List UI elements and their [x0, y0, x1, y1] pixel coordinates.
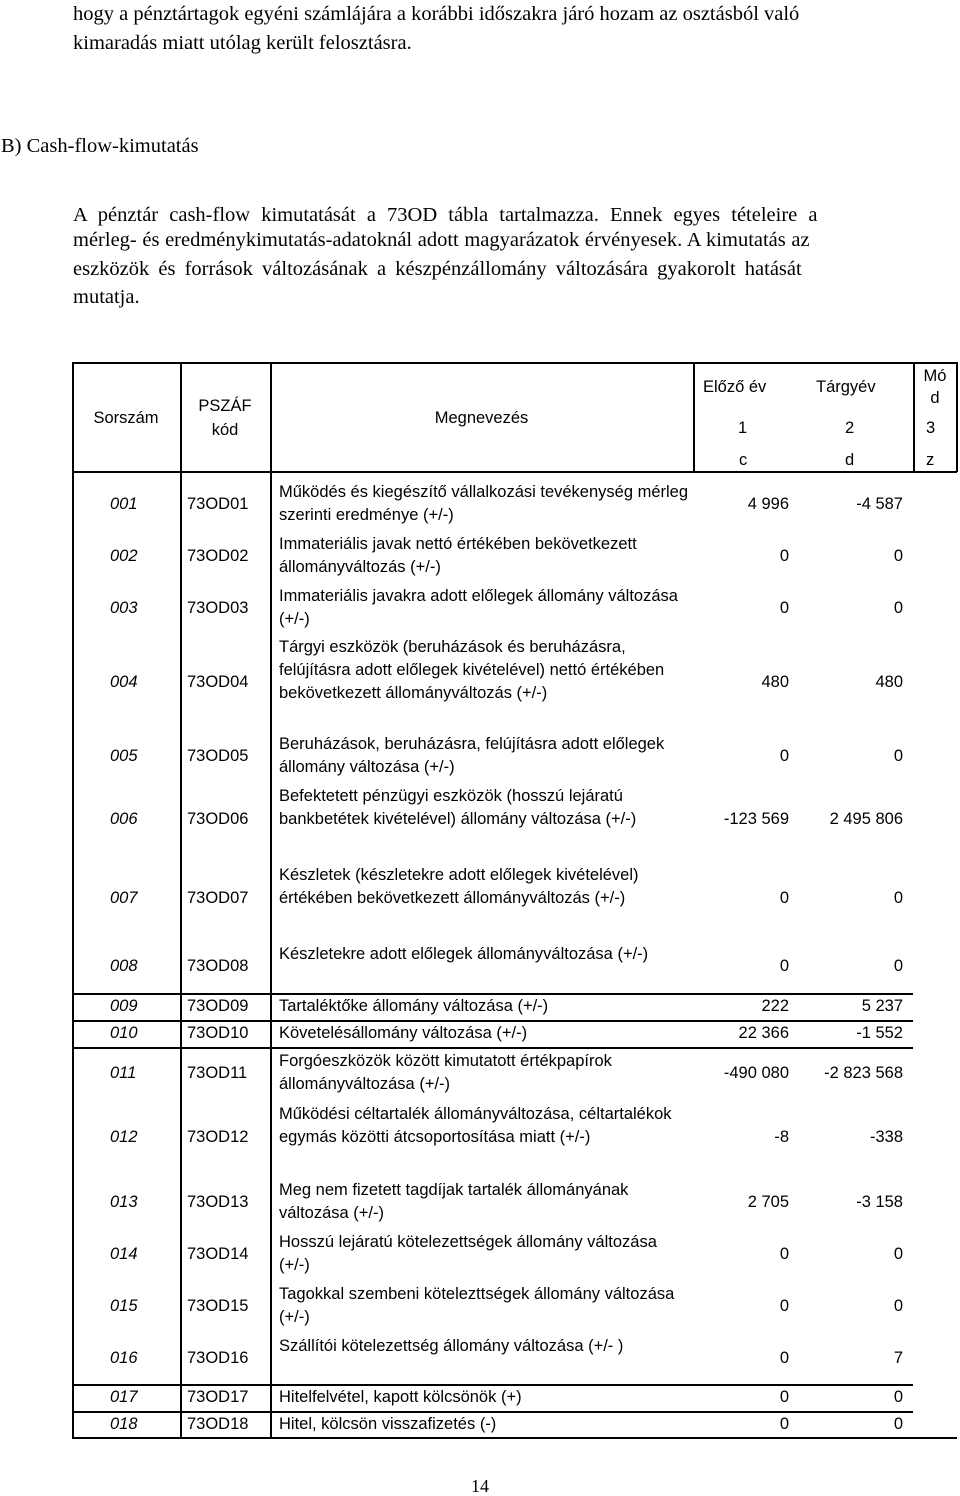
- row-description: Hosszú lejáratú kötelezettségek állomány változása (+/-): [279, 1233, 657, 1274]
- row-current-year: 0: [893, 746, 903, 765]
- row-description: Szállítói kötelezettség állomány változása (+/- ): [279, 1337, 624, 1355]
- header-megnevezes: Megnevezés: [434, 409, 529, 427]
- row-previous-year: 0: [779, 546, 789, 565]
- row-code: 73OD05: [187, 746, 249, 765]
- row-description: Forgóeszközök között kimutatott értékpapírok állományváltozása (+/-): [279, 1052, 612, 1093]
- row-current-year: 0: [893, 598, 903, 617]
- row-current-year: 480: [875, 672, 903, 691]
- page-number: 14: [471, 1476, 489, 1496]
- row-current-year: -3 158: [856, 1192, 903, 1211]
- row-description: Meg nem fizetett tagdíjak tartalék állományának változása (+/-): [279, 1181, 629, 1222]
- paragraph-line-1: A pénztár cash-flow kimutatását a 73OD tábla tartalmazza. Ennek egyes tételeire a: [73, 204, 818, 226]
- row-number: 010: [110, 1024, 138, 1042]
- row-number: 017: [110, 1388, 138, 1406]
- row-description: Beruházások, beruházásra, felújításra adott előlegek állomány változása (+/-): [279, 735, 665, 776]
- intro-line-2: kimaradás miatt utólag került felosztásra.: [73, 32, 412, 54]
- header-letter-z: z: [926, 451, 935, 469]
- row-previous-year: 0: [779, 1244, 789, 1263]
- row-previous-year: 0: [779, 598, 789, 617]
- row-number: 011: [110, 1063, 137, 1082]
- header-letter-c: c: [739, 451, 748, 469]
- row-previous-year: 480: [761, 672, 789, 691]
- row-previous-year: 0: [779, 1388, 789, 1406]
- row-code: 73OD07: [187, 888, 249, 907]
- row-description: Tartaléktőke állomány változása (+/-): [279, 997, 549, 1015]
- row-current-year: 0: [893, 1388, 903, 1406]
- row-description: Működési céltartalék állományváltozása, céltartalékok egymás közötti átcsoportosítása miatt (+/-): [279, 1105, 672, 1146]
- row-number: 009: [110, 997, 138, 1015]
- row-previous-year: 4 996: [747, 494, 789, 513]
- row-number: 014: [110, 1244, 138, 1263]
- row-previous-year: 0: [779, 1415, 789, 1433]
- row-previous-year: -123 569: [723, 810, 789, 828]
- header-elozo-ev: Előző év: [703, 378, 767, 396]
- row-code: 73OD17: [187, 1388, 249, 1406]
- row-number: 001: [110, 494, 138, 513]
- row-current-year: -2 823 568: [824, 1063, 903, 1082]
- row-previous-year: 22 366: [738, 1024, 789, 1042]
- cash-flow-table: [72, 362, 957, 1439]
- row-code: 73OD06: [187, 810, 249, 828]
- row-current-year: 7: [893, 1348, 903, 1367]
- row-description: Készletekre adott előlegek állományváltozása (+/-): [279, 945, 649, 963]
- row-previous-year: 0: [779, 956, 789, 975]
- header-num-2: 2: [845, 419, 855, 437]
- row-description: Immateriális javak nettó értékében bekövetkezett állományváltozás (+/-): [279, 535, 637, 576]
- row-code: 73OD03: [187, 598, 249, 617]
- row-current-year: -1 552: [856, 1024, 903, 1042]
- table-left-border: [72, 362, 74, 1439]
- row-description: Immateriális javakra adott előlegek állomány változása (+/-): [279, 587, 678, 628]
- row-current-year: 0: [893, 956, 903, 975]
- row-previous-year: 222: [761, 997, 789, 1015]
- row-current-year: -4 587: [856, 494, 903, 513]
- row-code: 73OD02: [187, 546, 249, 565]
- row-number: 013: [110, 1192, 138, 1211]
- row-code: 73OD18: [187, 1415, 249, 1433]
- row-previous-year: -8: [774, 1128, 789, 1146]
- header-pszaf: PSZÁF: [198, 397, 252, 415]
- row-code: 73OD12: [187, 1128, 249, 1146]
- row-code: 73OD08: [187, 956, 249, 975]
- row-previous-year: 0: [779, 888, 789, 907]
- row-number: 008: [110, 956, 138, 975]
- table-top-border: [72, 362, 957, 364]
- row-number: 005: [110, 746, 138, 765]
- row-number: 016: [110, 1348, 138, 1367]
- row-code: 73OD13: [187, 1192, 249, 1211]
- row-current-year: 2 495 806: [829, 810, 903, 828]
- row-description: Működés és kiegészítő vállalkozási tevékenység mérleg szerinti eredménye (+/-): [279, 483, 689, 524]
- col-sep-2: [270, 362, 272, 1439]
- header-num-1: 1: [738, 419, 748, 437]
- row-previous-year: -490 080: [723, 1063, 789, 1082]
- row-number: 015: [110, 1296, 138, 1315]
- row-code: 73OD15: [187, 1296, 249, 1315]
- row-previous-year: 2 705: [747, 1192, 789, 1211]
- row-description: Tárgyi eszközök (beruházások és beruházásra, felújításra adott előlegek kivételével) nettó értékében bekövetkezett állományváltozás (+/-): [279, 638, 665, 702]
- row-number: 003: [110, 598, 138, 617]
- row-description: Hitel, kölcsön visszafizetés (-): [279, 1415, 497, 1433]
- row-description: Készletek (készletekre adott előlegek kivételével) értékében bekövetkezett állományváltozás (+/-): [279, 865, 639, 907]
- header-mod-1: Mó: [923, 367, 947, 385]
- header-divider: [72, 471, 957, 473]
- row-code: 73OD10: [187, 1024, 249, 1042]
- col-sep-1: [180, 362, 182, 1439]
- row-code: 73OD14: [187, 1244, 249, 1263]
- row-code: 73OD01: [187, 494, 249, 513]
- row-number: 002: [110, 546, 138, 565]
- row-current-year: 0: [893, 888, 903, 907]
- row-description: Tagokkal szembeni kötelezttségek állomány változása (+/-): [279, 1285, 675, 1326]
- paragraph-line-3: eszközök és források változásának a készpénzállomány változására gyakorolt hatását: [73, 258, 802, 280]
- paragraph-line-2: mérleg- és eredménykimutatás-adatoknál adott magyarázatok érvényesek. A kimutatás az: [73, 229, 810, 251]
- row-description: Követelésállomány változása (+/-): [279, 1024, 528, 1042]
- row-number: 007: [110, 888, 138, 907]
- col-sep-3: [693, 362, 695, 472]
- intro-line-1: hogy a pénztártagok egyéni számlájára a korábbi időszakra járó hozam az osztásból való: [73, 3, 800, 25]
- row-number: 012: [110, 1128, 138, 1146]
- row-number: 018: [110, 1415, 138, 1433]
- row-current-year: 5 237: [861, 997, 903, 1015]
- header-mod-2: d: [930, 389, 940, 407]
- table-bottom-border: [72, 1437, 957, 1439]
- row-current-year: 0: [893, 546, 903, 565]
- row-number: 006: [110, 810, 138, 828]
- row-description: Hitelfelvétel, kapott kölcsönök (+): [279, 1388, 522, 1406]
- row-current-year: 0: [893, 1296, 903, 1315]
- section-title: B) Cash-flow-kimutatás: [1, 135, 199, 157]
- row-code: 73OD04: [187, 672, 249, 691]
- row-previous-year: 0: [779, 1296, 789, 1315]
- row-previous-year: 0: [779, 1348, 789, 1367]
- row-current-year: 0: [893, 1244, 903, 1263]
- row-code: 73OD09: [187, 997, 249, 1015]
- row-current-year: 0: [893, 1415, 903, 1433]
- row-previous-year: 0: [779, 746, 789, 765]
- header-kod: kód: [211, 421, 239, 439]
- header-num-3: 3: [926, 419, 936, 437]
- row-description: Befektetett pénzügyi eszközök (hosszú lejáratú bankbetétek kivételével) állomány változása (+/-): [279, 787, 637, 828]
- row-code: 73OD16: [187, 1348, 249, 1367]
- row-code: 73OD11: [187, 1063, 248, 1082]
- paragraph-line-4: mutatja.: [73, 286, 140, 308]
- header-targyev: Tárgyév: [816, 378, 876, 396]
- row-number: 004: [110, 672, 138, 691]
- header-sorszam: Sorszám: [93, 409, 159, 427]
- row-current-year: -338: [869, 1128, 903, 1146]
- row-sep-010: [72, 1047, 913, 1049]
- header-letter-d: d: [845, 451, 855, 469]
